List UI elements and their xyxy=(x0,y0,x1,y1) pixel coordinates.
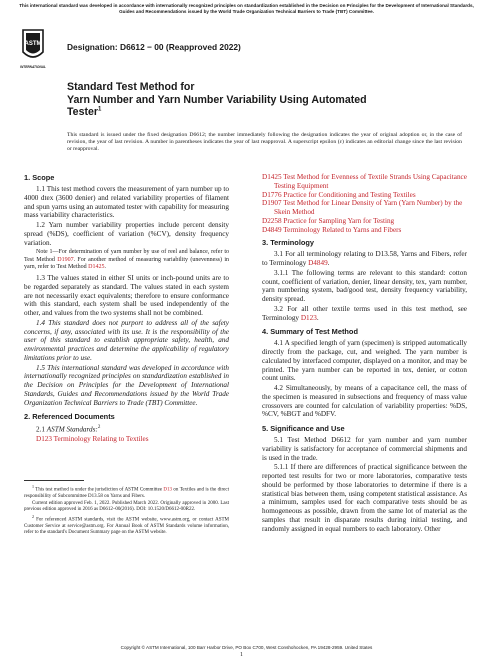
link-d1425[interactable]: D1425 xyxy=(88,263,105,270)
logo-text: ASTM xyxy=(24,41,42,47)
reference-code[interactable]: D1776 xyxy=(262,190,282,199)
reference-d4849[interactable] xyxy=(262,226,467,235)
footnote-divider xyxy=(24,480,84,481)
reference-d2258[interactable] xyxy=(262,217,467,226)
reference-code[interactable]: D1907 xyxy=(262,199,282,208)
designation: Designation: D6612 − 00 (Reapproved 2022) xyxy=(67,42,241,52)
footnote-1-text-a: This test method is under the jurisdiction of ASTM Committee xyxy=(35,487,164,493)
para-4-2: 4.2 Simultaneously, by means of a capacitance cell, the mass of the specimen is measured in subsections and frequency of mass value crossovers are counted for calculation of variability properties: %DS, %CV, %BGT and %DFV. xyxy=(262,384,467,419)
copyright-footer: Copyright © ASTM International, 100 Barr Harbor Drive, PO Box C700, West Conshohocken, PA 19428-2959. United States xyxy=(120,645,373,650)
para-2-1-label: 2.1 xyxy=(36,425,47,434)
note-1-text-c: . xyxy=(104,263,106,270)
document-title xyxy=(67,81,467,119)
link-d123[interactable]: D123 xyxy=(300,313,317,322)
para-3-1 xyxy=(262,250,467,268)
reference-code[interactable]: D4849 xyxy=(262,225,282,234)
para-5-1: 5.1 Test Method D6612 for yarn number and yarn number variability is satisfactory for acceptance of commercial shipments and is used in the trade. xyxy=(262,436,467,462)
footnote-1: $^1$ This test method is under the jurisdiction of ASTM Committee D13 on Textiles and is the direct responsibility of Subcommittee D13.58 on Yarns and Fibers. xyxy=(24,484,229,500)
reference-title[interactable]: Test Method for Linear Density of Yarn (Yarn Number) by the Skein Method xyxy=(274,199,463,216)
reference-title[interactable]: Practice for Conditioning and Testing Textiles xyxy=(281,190,416,199)
footnote-1-edition: Current edition approved Feb. 1, 2022. Published March 2022. Originally approved in 2000. Last previous edition approved in 2016 as D6612–00(2016). DOI: 10.1520/D6612-00R22. xyxy=(24,501,229,513)
right-column xyxy=(262,173,467,534)
reference-title[interactable]: Test Method for Evenness of Textile Strands Using Capacitance Testing Equipment xyxy=(274,173,467,190)
reference-title[interactable]: Practice for Sampling Yarn for Testing xyxy=(281,216,395,225)
para-3-2 xyxy=(262,305,467,323)
link-d1907[interactable]: D1907 xyxy=(57,256,74,263)
para-1-3: 1.3 The values stated in either SI units or inch-pound units are to be regarded separately as standard. The values stated in each system are not necessarily exact equivalents; therefore to ensure conformance with this standard, each system shall be used independently of the other, and values from the two systems shall not be combined. xyxy=(24,274,229,318)
reference-d123[interactable] xyxy=(24,435,229,444)
footnote-2: $^2$ For referenced ASTM standards, visit the ASTM website, www.astm.org, or contact ASTM Customer Service at service@astm.org. For Annual Book of ASTM Standards volume information, refer to the standard's Document Summary page on the ASTM website. xyxy=(24,514,230,536)
reference-d123-code[interactable]: D123 xyxy=(36,434,52,443)
reference-d1425[interactable] xyxy=(262,173,467,191)
para-3-2-text: 3.2 For all other textile terms used in this test method, see Terminology xyxy=(262,304,467,322)
para-5-1-1: 5.1.1 If there are differences of practical significance between the reported test results for two or more laboratories, comparative tests should be performed by those laboratories to determine if there is a statistical bias between them, using competent statistical assistance. As a minimum, samples used for each comparative tests should be as homogeneous as possible, drawn from the same lot of material as the samples that result in disparate results during initial testing, and randomly assigned in equal numbers to each laboratory. Other xyxy=(262,463,467,533)
astm-standards-label: ASTM Standards: xyxy=(46,425,98,434)
title-footnote-mark: 1 xyxy=(98,106,102,113)
reference-d123-title[interactable]: Terminology Relating to Textiles xyxy=(51,434,149,443)
section-summary-heading: 4. Summary of Test Method xyxy=(262,327,358,337)
section-significance-heading: 5. Significance and Use xyxy=(262,424,345,433)
para-1-4: 1.4 This standard does not purport to address all of the safety concerns, if any, associated with its use. It is the responsibility of the user of this standard to establish appropriate safety, health, and environmental practices and determine the applicability of regulatory limitations prior to use. xyxy=(24,318,229,362)
note-1 xyxy=(24,249,229,271)
logo-subtext: INTERNATIONAL xyxy=(20,65,46,69)
note-1-text-b: . For another method of measuring variability (unevenness) in yarn, refer to Test Method xyxy=(24,256,229,270)
para-2-1 xyxy=(24,424,229,434)
para-4-1: 4.1 A specified length of yarn (specimen) is stripped automatically directly from the package, cut, and weighed. The yarn number is calculated by interfaced computer, displayed on a monitor, and may be printed. The yarn number can be reported in tex, denier, or cotton count units. xyxy=(262,339,467,383)
para-1-1: 1.1 This test method covers the measurement of yarn number up to 4000 dtex (3600 denier) and related variability properties of filament and spun yarns using an automated tester with capability for measuring mass variability characteristics. xyxy=(24,185,229,220)
para-1-5: 1.5 This international standard was developed in accordance with internationally recognized principles on standardization established in the Decision on Principles for the Development of International Standards, Guides and Recommendations issued by the World Trade Organization Technical Barriers to Trade (TBT) Committee. xyxy=(24,363,229,407)
left-column xyxy=(24,173,229,537)
reference-title[interactable]: Terminology Related to Yarns and Fibers xyxy=(281,225,402,234)
para-3-1-1: 3.1.1 The following terms are relevant to this standard: cotton count, coefficient of variation, denier, linear density, tex, yarn number, yarn numbering system, bad/good test, density frequency variability, density spread. xyxy=(262,268,467,303)
reference-d1776[interactable] xyxy=(262,191,467,200)
title-line-1: Standard Test Method for xyxy=(67,81,195,93)
section-terminology-heading: 3. Terminology xyxy=(262,238,315,248)
reference-code[interactable]: D2258 xyxy=(262,216,282,225)
astm-logo xyxy=(20,28,46,72)
para-3-1-end: . xyxy=(327,259,330,267)
title-line-3: Tester xyxy=(67,106,99,118)
title-line-2: Yarn Number and Yarn Number Variability Using Automated xyxy=(67,93,367,106)
footnote-1-text-b: on Textiles and is the direct responsibility of Subcommittee D13.58 on Yarns and Fibers. xyxy=(24,487,229,500)
link-committee-d13[interactable]: D13 xyxy=(163,487,173,493)
note-1-text-a: Note 1—For determination of yarn number by use of reel and balance, refer to Test Method xyxy=(24,249,229,263)
page-number: 1 xyxy=(240,652,243,658)
top-notice: This international standard was developed in accordance with internationally recognized principles on standardization established in the Decision on Principles for the Development of International Standards, Guides and Recommendations issued by the World Trade Organization Technical Barriers to Trade (TBT) Committee. xyxy=(19,3,474,14)
reference-code[interactable]: D1425 xyxy=(262,173,282,181)
footnote-2-mark: 2 xyxy=(97,425,101,431)
section-scope-heading: 1. Scope xyxy=(24,173,55,182)
para-3-1-text: 3.1 For all terminology relating to D13.58, Yarns and Fibers, refer to Terminology xyxy=(262,250,467,267)
link-d4849[interactable]: D4849 xyxy=(308,259,328,267)
para-3-2-end: . xyxy=(316,313,319,322)
reference-d1907[interactable] xyxy=(262,199,467,217)
section-referenced-documents-heading: 2. Referenced Documents xyxy=(24,412,115,422)
footnote-2-text: For referenced ASTM standards, visit the ASTM website, www.astm.org, or contact ASTM Customer Service at service@astm.org. For Annual Book of ASTM Standards volume information, refer to the standard's Document Summary page on the ASTM website. xyxy=(24,517,230,536)
para-1-2: 1.2 Yarn number variability properties include percent density spread (%DS), coefficient of variation (%CV), density frequency variation. xyxy=(24,221,229,247)
standard-issue-note: This standard is issued under the fixed designation D6612; the number immediately following the designation indicates the year of original adoption or, in the case of revision, the year of last revision. A number in parentheses indicates the year of last reapproval. A superscript epsilon (ε) indicates an editorial change since the last revision or reapproval. xyxy=(67,132,462,153)
